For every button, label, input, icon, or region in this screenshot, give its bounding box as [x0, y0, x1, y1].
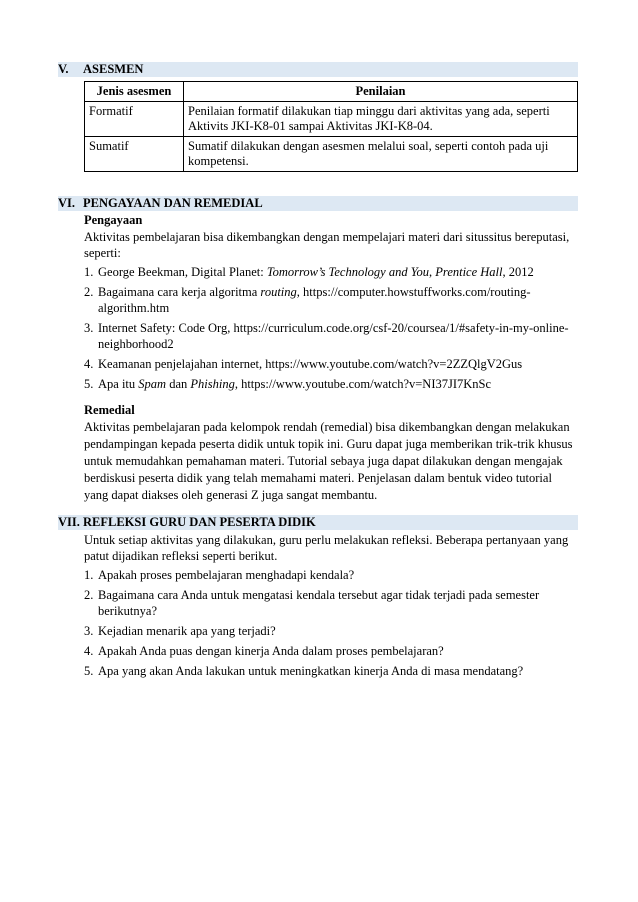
header-penilaian: Penilaian	[184, 82, 578, 102]
list-item	[84, 356, 578, 372]
item-text: Apa yang akan Anda lakukan untuk meningkatkan kinerja Anda di masa mendatang?	[98, 664, 524, 678]
item-italic-text: Spam	[138, 377, 167, 391]
list-item	[84, 567, 578, 583]
list-item	[84, 623, 578, 639]
item-link-text: Internet Safety: Code Org, https://curriculum.code.org/csf-20/coursea/1/#safety-in-my-online-neighborhood2	[98, 321, 569, 351]
item-text: Bagaimana cara kerja algoritma	[98, 285, 261, 299]
list-number: 2.	[84, 588, 94, 602]
list-number: 3.	[84, 321, 94, 335]
item-text: ,	[429, 265, 436, 279]
list-item	[84, 663, 578, 679]
section-title: ASESMEN	[83, 62, 144, 76]
table-header-row	[85, 82, 578, 102]
section-heading-asesmen	[58, 62, 578, 77]
refleksi-intro: Untuk setiap aktivitas yang dilakukan, guru perlu melakukan refleksi. Beberapa pertanyaan yang patut dijadikan refleksi seperti berikut.	[84, 533, 569, 563]
section-number: VII.	[58, 515, 80, 529]
list-item	[84, 284, 578, 316]
list-item	[84, 643, 578, 659]
item-italic-text: Prentice Hall	[435, 265, 503, 279]
item-italic-text: Tomorrow’s Technology and You	[266, 265, 430, 279]
list-item	[84, 376, 578, 392]
section-title: PENGAYAAN DAN REMEDIAL	[83, 196, 263, 210]
table-row	[85, 102, 578, 137]
list-number: 1.	[84, 568, 94, 582]
cell-penilaian: Penilaian formatif dilakukan tiap minggu dari aktivitas yang ada, seperti Aktivits JKI-K8-01 sampai Aktivitas JKI-K8-04.	[184, 102, 578, 137]
item-text: Bagaimana cara Anda untuk mengatasi kendala tersebut agar tidak terjadi pada semester berikutnya?	[98, 588, 540, 618]
subheading-pengayaan: Pengayaan	[84, 213, 143, 227]
section-number: V.	[58, 62, 69, 76]
list-number: 4.	[84, 644, 94, 658]
cell-jenis: Formatif	[85, 102, 184, 137]
refleksi-list	[84, 567, 578, 679]
section-heading-pengayaan-remedial	[58, 196, 578, 211]
section-number: VI.	[58, 196, 76, 210]
item-text: Kejadian menarik apa yang terjadi?	[98, 624, 276, 638]
subheading-remedial: Remedial	[84, 403, 135, 417]
section-heading-refleksi	[58, 515, 578, 530]
item-text: dan	[166, 377, 191, 391]
item-text: , 2012	[502, 265, 534, 279]
remedial-block	[84, 402, 578, 504]
pengayaan-intro: Aktivitas pembelajaran bisa dikembangkan dengan mempelajari materi dari situssitus bereputasi, seperti:	[84, 230, 570, 260]
refleksi-block	[84, 532, 578, 679]
item-italic-text: Phishing	[190, 377, 235, 391]
list-number: 2.	[84, 285, 94, 299]
list-item	[84, 587, 578, 619]
list-number: 3.	[84, 624, 94, 638]
item-link-text: , https://www.youtube.com/watch?v=NI37JI7KnSc	[234, 377, 492, 391]
list-number: 5.	[84, 377, 94, 391]
list-number: 5.	[84, 664, 94, 678]
section-title: REFLEKSI GURU DAN PESERTA DIDIK	[83, 515, 316, 529]
item-link-text: Keamanan penjelajahan internet, https://www.youtube.com/watch?v=2ZZQlgV2Gus	[98, 357, 523, 371]
pengayaan-list	[84, 264, 578, 392]
list-item	[84, 264, 578, 280]
table-row	[85, 137, 578, 172]
item-italic-text: routing	[260, 285, 297, 299]
item-text: Apakah proses pembelajaran menghadapi kendala?	[98, 568, 355, 582]
item-text: Apakah Anda puas dengan kinerja Anda dalam proses pembelajaran?	[98, 644, 444, 658]
item-text: Apa itu	[98, 377, 139, 391]
list-item	[84, 320, 578, 352]
header-jenis: Jenis asesmen	[85, 82, 184, 102]
item-link-text: , https://computer.howstuffworks.com/routing-algorithm.htm	[98, 285, 531, 315]
cell-penilaian: Sumatif dilakukan dengan asesmen melalui soal, seperti contoh pada uji kompetensi.	[184, 137, 578, 172]
pengayaan-block	[84, 212, 578, 392]
remedial-text: Aktivitas pembelajaran pada kelompok rendah (remedial) bisa dikembangkan dengan melakukan pendampingan kepada peserta didik untuk topik ini. Guru dapat juga memberikan trik-trik khusus untuk memudahkan pemahaman materi. Tutorial sebaya juga dapat dilakukan dengan mengajak berdiskusi peserta didik yang telah memahami materi. Penjelasan dalam bentuk video tutorial yang dapat diakses oleh generasi Z juga sangat membantu.	[84, 420, 573, 502]
list-number: 4.	[84, 357, 94, 371]
item-text: George Beekman, Digital Planet:	[98, 265, 267, 279]
asesmen-table	[84, 81, 578, 172]
cell-jenis: Sumatif	[85, 137, 184, 172]
list-number: 1.	[84, 265, 94, 279]
